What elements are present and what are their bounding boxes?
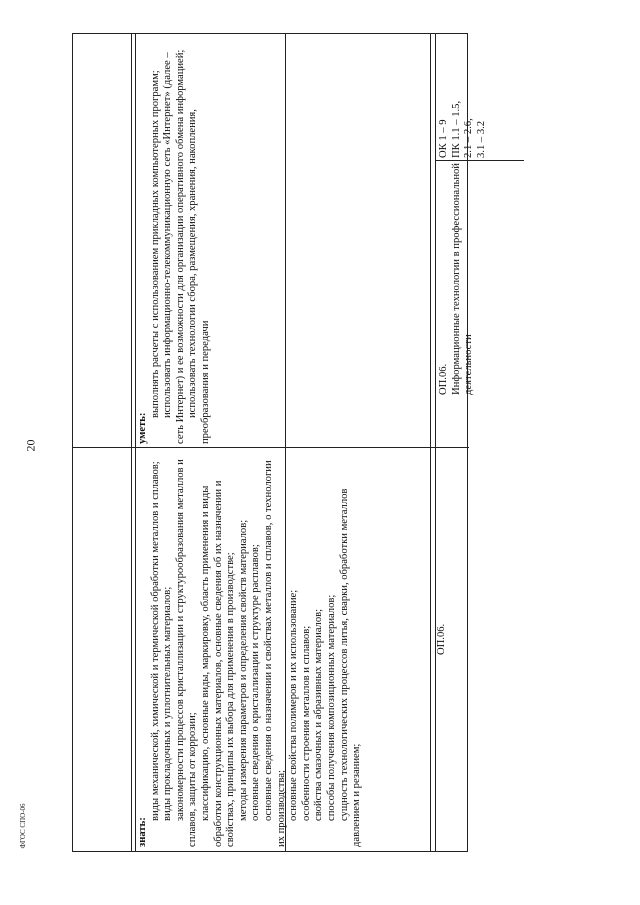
discipline-code: ОП.06. bbox=[436, 623, 447, 655]
discipline-code-top: ОП.06. bbox=[438, 363, 449, 395]
umet-cell bbox=[135, 32, 430, 448]
competency-item: 2.1 – 2.6, bbox=[463, 118, 475, 158]
znat-line: особенности строения металлов и сплавов; bbox=[300, 625, 312, 821]
umet-line: использовать информационно-телекоммуникационную сеть «Интернет» (далее – сеть Интернет) и ее возможности для организации оперативного обмена информацией; bbox=[162, 49, 186, 444]
znat-line: классификацию, основные виды, маркировку, область применения и виды обработки конструкционных материалов, основные сведения об их назначении и свойствах, принципы их выбора для применения в производстве; bbox=[199, 480, 237, 847]
znat-line: сущность технологических процессов литья, сварки, обработки металлов давлением и резанием; bbox=[338, 488, 363, 847]
first-column bbox=[73, 32, 135, 851]
znat-cell bbox=[135, 448, 430, 851]
competency-item: 3.1 – 3.2 bbox=[475, 120, 487, 158]
col-divider bbox=[131, 34, 132, 852]
umet-heading: уметь: bbox=[137, 412, 148, 444]
page-number: 20 bbox=[23, 439, 38, 452]
footer-code: ФГОС СПО-06 bbox=[19, 803, 27, 849]
umet-line: использовать технологии сбора, размещения, хранения, накопления, преобразования и передачи bbox=[187, 109, 211, 444]
umet-line: выполнять расчеты с использованием прикладных компьютерных программ; bbox=[149, 70, 161, 418]
znat-line: основные сведения о кристаллизации и структуре расплавов; bbox=[250, 544, 262, 821]
znat-line: основные свойства полимеров и их использование; bbox=[288, 589, 300, 821]
competency-item: ПК 1.1 – 1.5, bbox=[450, 100, 462, 158]
znat-line: способы получения композиционных материалов; bbox=[325, 594, 337, 821]
discipline-cell bbox=[436, 395, 464, 655]
znat-line: виды прокладочных и уплотнительных материалов; bbox=[162, 586, 174, 821]
competency-item: ОК 1 – 9 bbox=[438, 119, 449, 158]
discipline-name: Информационные технологии в профессиональной деятельности bbox=[450, 163, 475, 395]
competencies-cell bbox=[436, 34, 546, 160]
col-divider bbox=[285, 34, 286, 852]
znat-line: методы измерения параметров и определения свойств материалов; bbox=[237, 519, 249, 821]
znat-heading: знать: bbox=[137, 817, 148, 847]
znat-line: основные сведения о назначении и свойствах металлов и сплавов, о технологии их производства; bbox=[262, 460, 287, 847]
znat-line: свойства смазочных и абразивных материалов; bbox=[313, 608, 325, 821]
znat-line: закономерности процессов кристаллизации и структурообразования металлов и сплавов, защиты от коррозии; bbox=[174, 459, 199, 847]
discipline-name-cell bbox=[436, 160, 524, 397]
znat-line: виды механической, химической и термической обработки металлов и сплавов; bbox=[149, 461, 161, 821]
